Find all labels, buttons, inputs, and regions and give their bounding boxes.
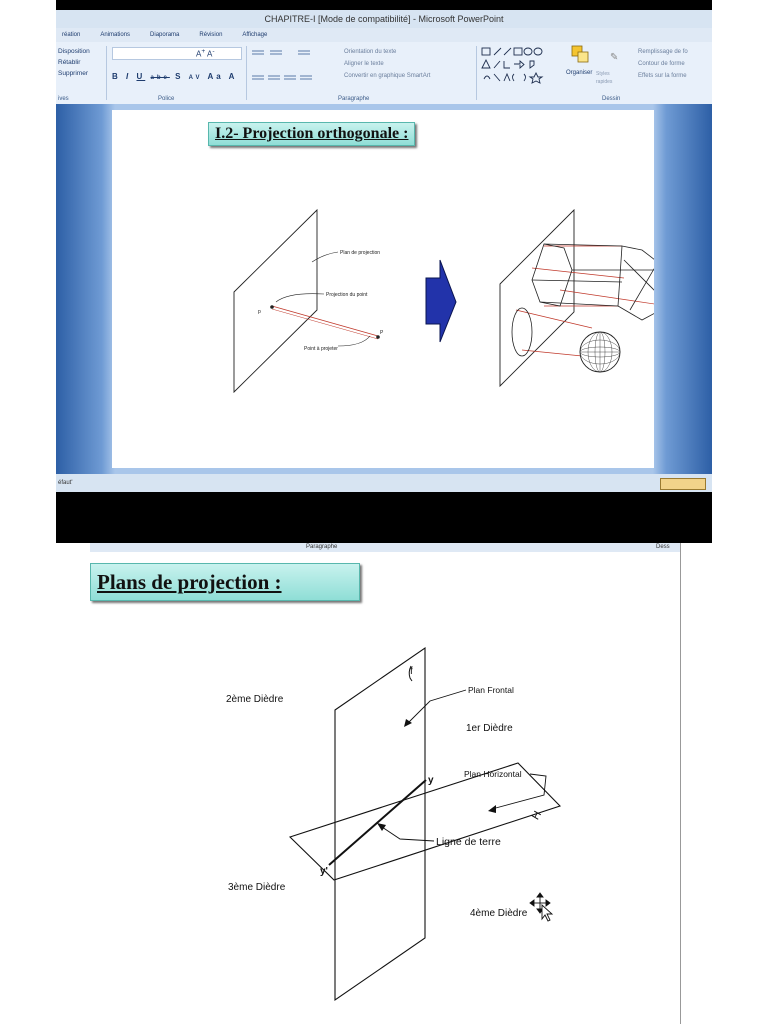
- slide-projection-orthogonale[interactable]: [112, 110, 654, 468]
- dessin-label-2: Dess: [656, 544, 670, 550]
- separator: [246, 46, 247, 100]
- remplissage-button[interactable]: Remplissage de fo: [638, 49, 688, 55]
- strike-button[interactable]: abe: [150, 75, 170, 81]
- label-3eme-diedre: 3ème Dièdre: [228, 882, 286, 893]
- leader-line: [492, 774, 546, 809]
- tab-diaporama[interactable]: Diaporama: [150, 32, 180, 38]
- aligner-texte-button[interactable]: Aligner le texte: [344, 61, 384, 67]
- label-plan-frontal: Plan Frontal: [468, 685, 514, 695]
- underline-button[interactable]: U: [136, 72, 146, 81]
- diapos-group: [58, 46, 90, 79]
- powerpoint-window-2: [90, 543, 681, 1024]
- sphere: [580, 332, 620, 372]
- disposition-button[interactable]: Disposition: [58, 48, 90, 55]
- case-button[interactable]: Aa: [207, 72, 224, 81]
- retablir-button[interactable]: Rétablir: [58, 59, 81, 66]
- label-H: H: [529, 809, 545, 822]
- spacing-button[interactable]: AV: [188, 75, 203, 81]
- powerpoint-window: [56, 0, 712, 543]
- font-size-icons[interactable]: A+ A-: [196, 48, 215, 59]
- move-cursor-icon: [530, 893, 552, 921]
- dessin-group-label: Dessin: [602, 96, 621, 102]
- leader-line: [312, 252, 338, 262]
- shape-format-commands: [638, 46, 688, 82]
- label-projection-point: Projection du point: [326, 292, 368, 298]
- projected-point: [270, 305, 274, 309]
- font-format-buttons: [112, 72, 237, 81]
- projection-diagram: [112, 110, 654, 468]
- police-group-label: Police: [158, 96, 175, 102]
- contour-button[interactable]: Contour de forme: [638, 61, 685, 67]
- hexagonal-prism: [532, 244, 654, 320]
- italic-button[interactable]: I: [126, 72, 132, 81]
- smartart-button[interactable]: Convertir en graphique SmartArt: [344, 73, 431, 79]
- leader-line: [338, 336, 370, 346]
- separator: [106, 46, 107, 100]
- effets-button[interactable]: Effets sur la forme: [638, 73, 687, 79]
- projection-plane: [234, 210, 317, 392]
- font-name-select[interactable]: [112, 47, 242, 60]
- label-point-projeter: Point à projeter: [304, 346, 338, 352]
- label-P: P: [380, 330, 384, 336]
- label-f: f: [410, 666, 413, 677]
- label-plan-projection: Plan de projection: [340, 250, 381, 256]
- tab-revision[interactable]: Révision: [199, 32, 223, 38]
- organiser-button[interactable]: Organiser: [566, 70, 593, 76]
- arrowhead: [488, 805, 496, 813]
- label-y: y: [428, 775, 434, 786]
- blue-arrow-icon: [426, 260, 456, 342]
- styles-button[interactable]: Styles rapides: [596, 71, 613, 85]
- projection-ray: [272, 306, 378, 336]
- arrowhead: [377, 823, 386, 831]
- status-left: éfaut': [58, 480, 73, 486]
- paragraphe-group-label: Paragraphe: [338, 96, 370, 102]
- view-buttons[interactable]: [660, 478, 706, 490]
- cylinder: [512, 308, 532, 356]
- paragraphe-label-2: Paragraphe: [306, 544, 338, 550]
- status-bar: [56, 474, 712, 492]
- label-plan-horizontal: Plan Horizontal: [464, 769, 522, 779]
- label-2eme-diedre: 2ème Dièdre: [226, 694, 284, 705]
- title-bar: CHAPITRE-I [Mode de compatibilité] - Microsoft PowerPoint: [56, 10, 712, 28]
- label-p: p: [258, 309, 261, 315]
- paragraph-commands: [344, 46, 430, 82]
- supprimer-button[interactable]: Supprimer: [58, 70, 88, 77]
- slide-heading-2: Plans de projection :: [90, 563, 360, 601]
- ground-line: [329, 780, 426, 865]
- diedres-diagram: [90, 543, 680, 1024]
- label-4eme-diedre: 4ème Dièdre: [470, 908, 528, 919]
- brush-icon[interactable]: ✎: [610, 52, 619, 63]
- shadow-button[interactable]: S: [175, 72, 184, 81]
- projection-ray: [272, 309, 378, 339]
- label-y-prime: y': [320, 866, 328, 877]
- tab-creation[interactable]: réation: [62, 32, 81, 38]
- separator: [476, 46, 477, 100]
- slide-heading: I.2- Projection orthogonale :: [208, 122, 415, 146]
- ribbon-tabs: [56, 28, 712, 42]
- label-ligne-de-terre: Ligne de terre: [436, 836, 501, 848]
- label-1er-diedre: 1er Dièdre: [466, 723, 513, 734]
- shapes-gallery[interactable]: [480, 46, 564, 86]
- slide-workspace: [56, 104, 712, 474]
- orientation-texte-button[interactable]: Orientation du texte: [344, 49, 397, 55]
- ribbon: [56, 42, 712, 105]
- font-color-button[interactable]: A: [228, 72, 238, 81]
- bold-button[interactable]: B: [112, 72, 121, 81]
- paragraph-align-icons[interactable]: [250, 48, 342, 88]
- tab-affichage[interactable]: Affichage: [242, 32, 268, 38]
- tab-animations[interactable]: Animations: [100, 32, 131, 38]
- leader-line: [408, 690, 466, 723]
- diapos-group-label: ives: [58, 96, 69, 102]
- leader-line: [382, 827, 434, 841]
- organiser-icon[interactable]: [570, 44, 592, 68]
